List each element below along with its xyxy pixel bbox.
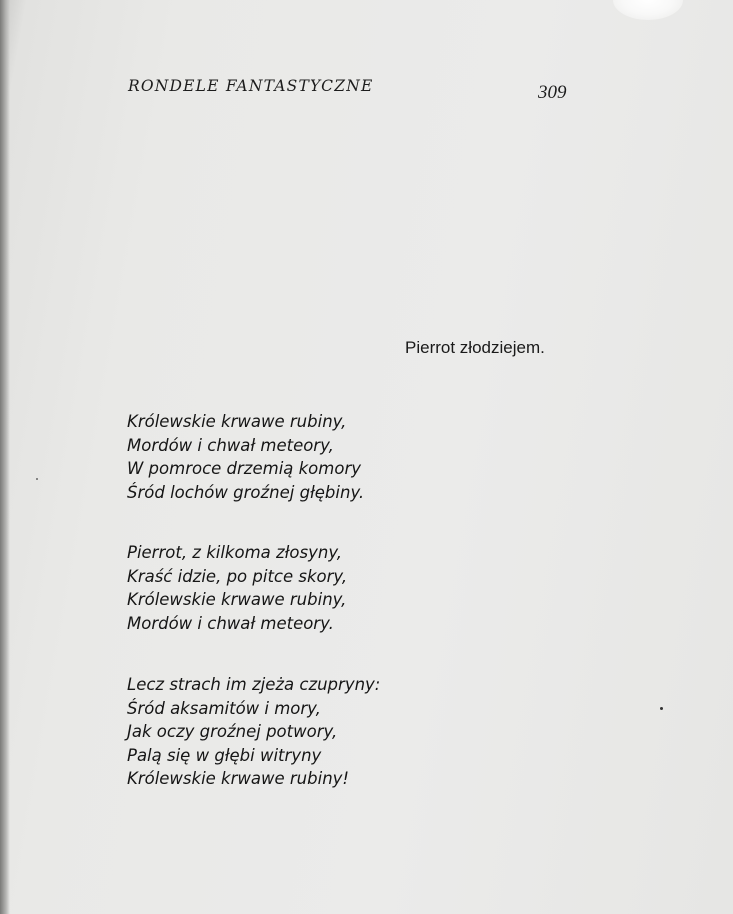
poem-line: Pierrot, z kilkoma złosyny, (127, 543, 343, 562)
poem-line: Mordów i chwał meteory, (127, 435, 334, 455)
running-title: RONDELE FANTASTYCZNE (128, 77, 374, 95)
poem-line: W pomroce drzemią komory (127, 459, 361, 478)
poem-title: Pierrot złodziejem. (405, 338, 545, 357)
poem-line: Mordów i chwał meteory. (127, 613, 334, 633)
poem-line: Lecz strach im zjeża czupryny: (127, 675, 381, 694)
paper-speck (36, 478, 38, 480)
poem-line: Śród lochów groźnej głębiny. (127, 482, 365, 502)
poem-line: Jak oczy groźnej potwory, (127, 722, 338, 741)
stanza-2 (127, 541, 347, 635)
paper-speck (660, 707, 663, 710)
stanza-3 (127, 673, 380, 791)
poem-line: Palą się w głębi witryny (127, 745, 322, 765)
poem-line: Kraść idzie, po pitce skory, (127, 566, 348, 586)
page-number: 309 (538, 82, 567, 103)
poem-line: Królewskie krwawe rubiny! (127, 769, 350, 788)
poem-line: Królewskie krwawe rubiny, (127, 590, 347, 609)
page-gutter-shadow (0, 0, 10, 914)
poem-line: Królewskie krwawe rubiny, (127, 412, 347, 431)
stanza-1 (127, 410, 364, 504)
poem-line: Śród aksamitów i mory, (127, 698, 321, 718)
light-glare (613, 0, 683, 20)
